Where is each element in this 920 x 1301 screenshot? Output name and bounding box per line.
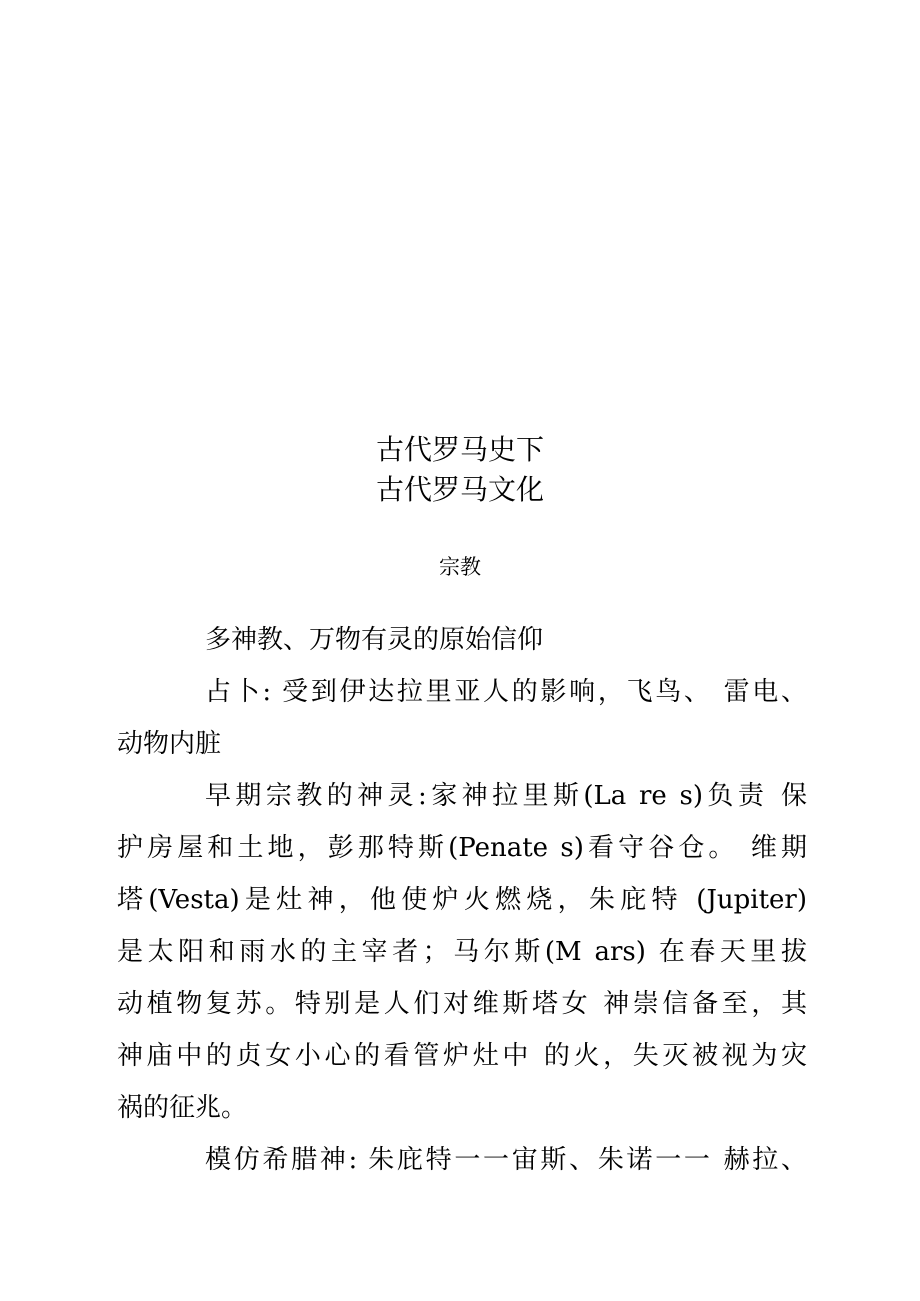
- paragraph-line: 早期宗教的神灵:家神拉里斯(La re s)负责 保: [205, 781, 807, 811]
- paragraph-line: 塔(Vesta)是灶神，他使炉火燃烧，朱庇特 (Jupiter): [117, 885, 807, 915]
- document-body: [117, 614, 807, 1186]
- paragraph-line: 神庙中的贞女小心的看管炉灶中 的火，失灭被视为灾: [117, 1041, 807, 1071]
- paragraph-early-deities: [117, 770, 807, 1134]
- document-subtitle: 古代罗马文化: [375, 473, 544, 506]
- document-title: 古代罗马史下: [375, 433, 544, 466]
- section-heading: 宗教: [439, 555, 481, 579]
- paragraph-line: 是太阳和雨水的主宰者；马尔斯(M ars) 在春天里拔: [117, 937, 807, 967]
- paragraph-line: 护房屋和土地，彭那特斯(Penate s)看守谷仓。 维期: [117, 833, 807, 863]
- paragraph-line: 占卜: 受到伊达拉里亚人的影响，飞鸟、 雷电、: [205, 677, 807, 707]
- paragraph-line: 多神教、万物有灵的原始信仰: [205, 625, 544, 655]
- paragraph-line: 动植物复苏。特别是人们对维斯塔女 神崇信备至，其: [117, 989, 807, 1019]
- paragraph-polytheism: [117, 614, 807, 666]
- paragraph-divination: [117, 666, 807, 770]
- paragraph-greek-gods: [117, 1134, 807, 1186]
- paragraph-line: 模仿希腊神: 朱庇特一一宙斯、朱诺一一 赫拉、: [205, 1145, 807, 1175]
- paragraph-line: 祸的征兆。: [117, 1093, 248, 1123]
- paragraph-line: 动物内脏: [117, 729, 222, 759]
